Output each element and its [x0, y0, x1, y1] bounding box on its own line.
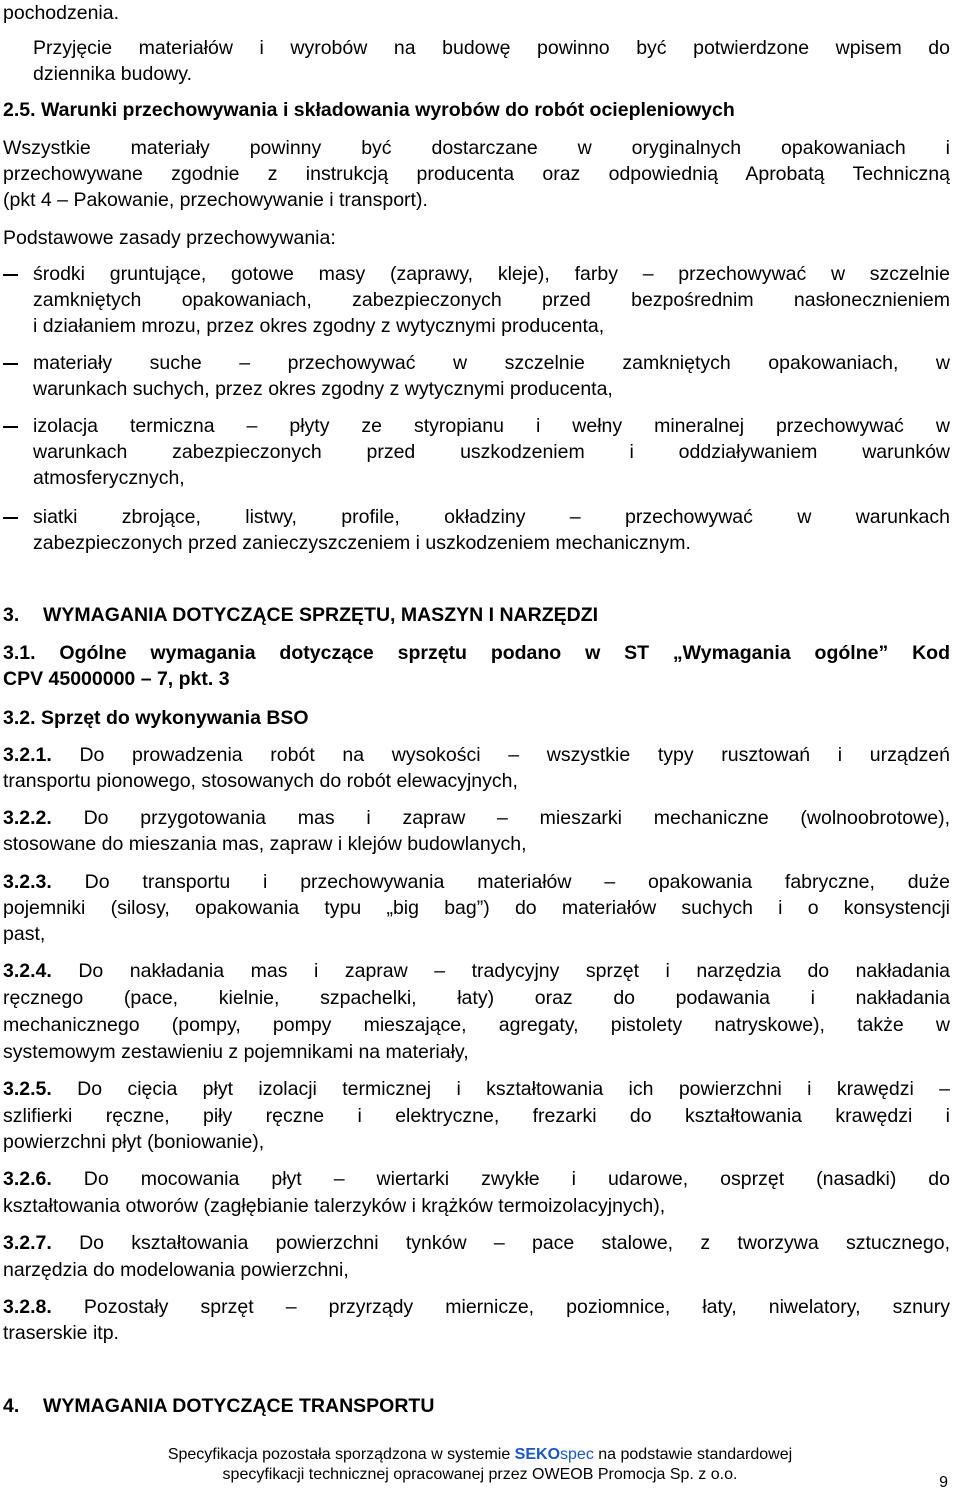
- item-3-2-1: 3.2.1. Do prowadzenia robót na wysokości – wszystkie typy rusztowań i urządzeń: [3, 744, 950, 766]
- text-line: przechowywane zgodnie z instrukcją producenta oraz odpowiednią Aprobatą Techniczną: [3, 163, 950, 185]
- bullet-line: materiały suche – przechowywać w szczelnie zamkniętych opakowaniach, w: [33, 352, 950, 374]
- item-line: kształtowania otworów (zagłębianie talerzyków i krążków termoizolacyjnych),: [3, 1195, 666, 1217]
- item-3-2-2: 3.2.2. Do przygotowania mas i zapraw – mieszarki mechaniczne (wolnoobrotowe),: [3, 807, 950, 829]
- subheading-3-2: 3.2. Sprzęt do wykonywania BSO: [3, 707, 309, 729]
- item-3-2-6: 3.2.6. Do mocowania płyt – wiertarki zwykłe i udarowe, osprzęt (nasadki) do: [3, 1168, 950, 1190]
- item-line: ręcznego (pace, kielnie, szpachelki, łaty) oraz do podawania i nakładania: [3, 987, 950, 1009]
- item-line: pojemniki (silosy, opakowania typu „big bag”) do materiałów suchych i o konsystencji: [3, 897, 950, 919]
- dash-bullet: [3, 426, 18, 428]
- bullet-line: środki gruntujące, gotowe masy (zaprawy, kleje), farby – przechowywać w szczelnie: [33, 263, 950, 285]
- item-line: mechanicznego (pompy, pompy mieszające, agregaty, pistolety natryskowe), także w: [3, 1014, 950, 1036]
- dash-bullet: [3, 517, 18, 519]
- footer-line-1: Specyfikacja pozostała sporządzona w systemie SEKOspec na podstawie standardowej: [167, 1446, 793, 1463]
- text-line: (pkt 4 – Pakowanie, przechowywanie i transport).: [3, 189, 428, 211]
- text-line: Wszystkie materiały powinny być dostarczane w oryginalnych opakowaniach i: [3, 137, 950, 159]
- section-heading-3: 3. WYMAGANIA DOTYCZĄCE SPRZĘTU, MASZYN I NARZĘDZI: [3, 604, 599, 626]
- subheading-3-1: CPV 45000000 – 7, pkt. 3: [3, 668, 230, 690]
- footer-line-2: specyfikacji technicznej opracowanej przez OWEOB Promocja Sp. z o.o.: [222, 1466, 738, 1483]
- text-line: dziennika budowy.: [33, 63, 192, 85]
- bullet-line: warunkach zabezpieczonych przed uszkodzeniem i oddziaływaniem warunków: [33, 441, 950, 463]
- bullet-line: zamkniętych opakowaniach, zabezpieczonych przed bezpośrednim nasłonecznieniem: [33, 289, 950, 311]
- item-3-2-8: 3.2.8. Pozostały sprzęt – przyrządy miernicze, poziomnice, łaty, niwelatory, sznury: [3, 1296, 951, 1318]
- item-3-2-5: 3.2.5. Do cięcia płyt izolacji termicznej i kształtowania ich powierzchni i krawędzi –: [3, 1078, 950, 1100]
- item-line: powierzchni płyt (boniowanie),: [3, 1131, 265, 1153]
- text-line: Przyjęcie materiałów i wyrobów na budowę powinno być potwierdzone wpisem do: [33, 37, 950, 59]
- text-line: pochodzenia.: [3, 2, 120, 24]
- item-line: systemowym zestawieniu z pojemnikami na materiały,: [3, 1041, 469, 1063]
- item-line: szlifierki ręczne, piły ręczne i elektryczne, frezarki do kształtowania krawędzi i: [3, 1105, 950, 1127]
- bullet-line: atmosferycznych,: [33, 467, 185, 489]
- bullet-line: zabezpieczonych przed zanieczyszczeniem i uszkodzeniem mechanicznym.: [33, 532, 691, 554]
- sekospec-logo-seko: SEKO: [514, 1446, 561, 1463]
- item-3-2-3: 3.2.3. Do transportu i przechowywania materiałów – opakowania fabryczne, duże: [3, 871, 950, 893]
- dash-bullet: [3, 274, 18, 276]
- item-line: transportu pionowego, stosowanych do robót elewacyjnych,: [3, 770, 518, 792]
- item-line: traserskie itp.: [3, 1322, 119, 1344]
- bullet-line: warunkach suchych, przez okres zgodny z wytycznymi producenta,: [33, 378, 613, 400]
- bullet-line: izolacja termiczna – płyty ze styropianu i wełny mineralnej przechowywać w: [33, 415, 950, 437]
- section-heading-4: 4. WYMAGANIA DOTYCZĄCE TRANSPORTU: [3, 1395, 435, 1417]
- section-heading-2-5: 2.5. Warunki przechowywania i składowania wyrobów do robót ociepleniowych: [3, 99, 735, 121]
- item-3-2-4: 3.2.4. Do nakładania mas i zapraw – tradycyjny sprzęt i narzędzia do nakładania: [3, 960, 950, 982]
- dash-bullet: [3, 363, 18, 365]
- item-line: past,: [3, 923, 46, 945]
- sekospec-logo-spec: spec: [560, 1446, 594, 1463]
- item-line: narzędzia do modelowania powierzchni,: [3, 1259, 349, 1281]
- page-number: 9: [939, 1474, 948, 1491]
- item-3-2-7: 3.2.7. Do kształtowania powierzchni tynków – pace stalowe, z tworzywa sztucznego,: [3, 1232, 951, 1254]
- bullet-line: i działaniem mrozu, przez okres zgodny z wytycznymi producenta,: [33, 315, 605, 337]
- subheading-3-1: 3.1. Ogólne wymagania dotyczące sprzętu podano w ST „Wymagania ogólne” Kod: [3, 642, 950, 664]
- bullet-line: siatki zbrojące, listwy, profile, okładziny – przechowywać w warunkach: [33, 506, 950, 528]
- text-line: Podstawowe zasady przechowywania:: [3, 227, 336, 249]
- item-line: stosowane do mieszania mas, zapraw i klejów budowlanych,: [3, 833, 527, 855]
